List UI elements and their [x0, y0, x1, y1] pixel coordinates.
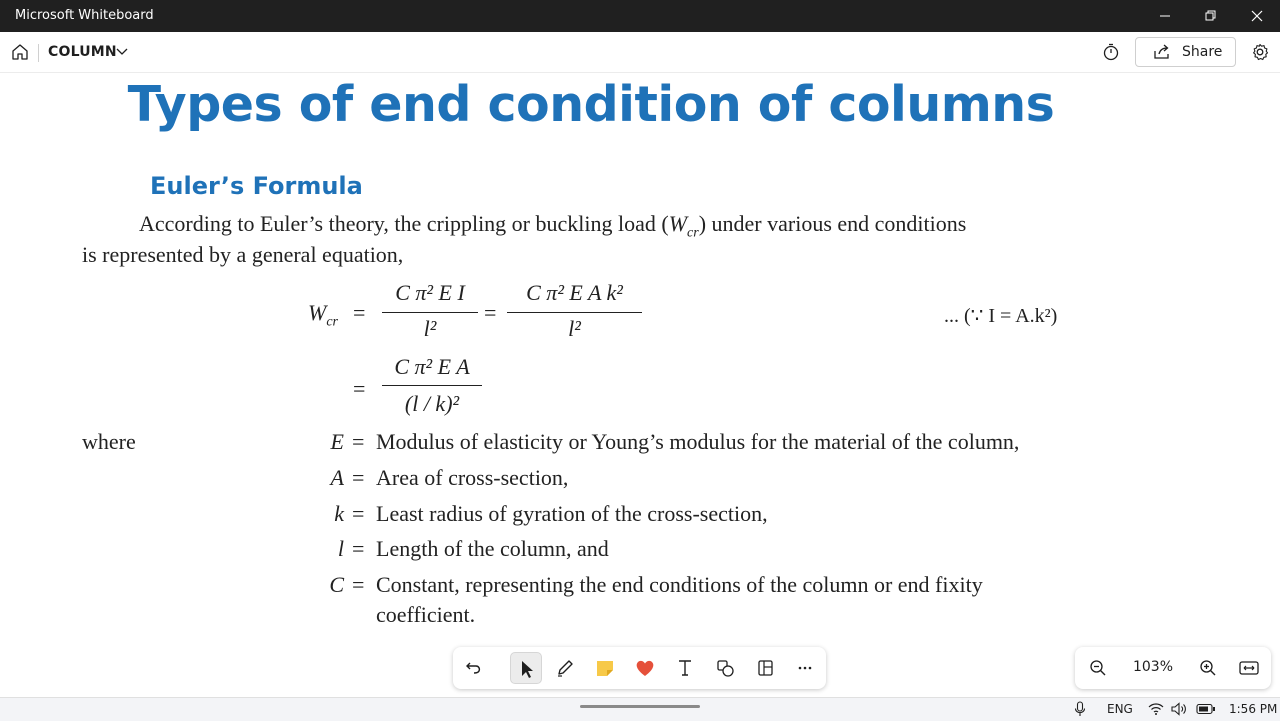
- definition-text: Least radius of gyration of the cross-section,: [376, 501, 768, 526]
- app-title: Microsoft Whiteboard: [15, 8, 154, 23]
- definition-symbol: C: [329, 572, 344, 597]
- shapes-tool-button[interactable]: [709, 652, 741, 684]
- fraction-1-numerator: C π² E I: [395, 280, 465, 305]
- where-label: where: [82, 429, 136, 454]
- more-icon: [789, 652, 821, 684]
- timer-icon[interactable]: [1102, 43, 1120, 61]
- fraction-1-denominator: l²: [423, 316, 437, 341]
- zoom-in-icon[interactable]: [1199, 659, 1217, 677]
- fraction-2-denominator: l²: [568, 316, 581, 341]
- zoom-level[interactable]: 103%: [1132, 659, 1174, 675]
- more-button[interactable]: [789, 652, 821, 684]
- board-name[interactable]: COLUMN: [48, 44, 117, 60]
- pen-tool-button[interactable]: [549, 652, 581, 684]
- whiteboard-canvas[interactable]: [0, 73, 1280, 697]
- minimize-icon: [1159, 10, 1171, 22]
- text-tool-button[interactable]: [669, 652, 701, 684]
- equals-sign-3: =: [353, 376, 366, 401]
- paragraph-line-1: [139, 211, 966, 241]
- text-icon: [669, 652, 701, 684]
- battery-icon[interactable]: [1196, 703, 1216, 715]
- undo-icon: [458, 652, 490, 684]
- definition-text: Modulus of elasticity or Young’s modulus for the material of the column,: [376, 429, 1020, 454]
- definition-equals: =: [352, 429, 365, 454]
- toolbar-divider: [38, 44, 39, 62]
- equation-lhs-sub: cr: [326, 314, 338, 330]
- restore-button[interactable]: [1188, 0, 1234, 32]
- paragraph-symbol-sub: cr: [687, 225, 699, 241]
- inking-toolbar: [453, 647, 826, 689]
- definition-text: Area of cross-section,: [376, 465, 569, 490]
- definition-symbol: l: [337, 536, 344, 561]
- equation-lhs-symbol: W: [308, 300, 327, 325]
- reaction-heart-icon: [629, 652, 661, 684]
- templates-button[interactable]: [749, 652, 781, 684]
- undo-button[interactable]: [458, 652, 490, 684]
- definition-symbol: A: [330, 465, 344, 490]
- definition-equals: =: [352, 536, 365, 561]
- share-button[interactable]: [1135, 37, 1236, 67]
- volume-icon[interactable]: [1171, 702, 1189, 716]
- wifi-icon[interactable]: [1148, 702, 1164, 716]
- fraction-3-denominator: (l / k)²: [404, 391, 460, 416]
- equation-note: ... (∵ I = A.k²): [944, 305, 1058, 327]
- clock-time[interactable]: 1:56 PM: [1229, 702, 1278, 716]
- fraction-2-numerator: C π² E A k²: [526, 280, 623, 305]
- definition-equals: =: [352, 465, 365, 490]
- language-indicator[interactable]: ENG: [1107, 702, 1133, 716]
- zoom-out-icon[interactable]: [1089, 659, 1107, 677]
- paragraph-text-b: ) under various end conditions: [698, 211, 967, 236]
- definition-equals: =: [352, 572, 365, 597]
- zoom-controls: [1075, 647, 1271, 689]
- slide-title: Types of end condition of columns: [127, 76, 1055, 133]
- home-icon[interactable]: [11, 43, 29, 61]
- sticky-note-button[interactable]: [589, 652, 621, 684]
- templates-icon: [749, 652, 781, 684]
- definition-text-continued: coefficient.: [376, 602, 476, 627]
- fraction-2-bar: [507, 312, 642, 313]
- chevron-down-icon[interactable]: [116, 47, 128, 57]
- close-icon: [1251, 10, 1263, 22]
- share-icon: [1153, 44, 1171, 60]
- paragraph-symbol: W: [668, 211, 688, 236]
- equals-sign-1: =: [353, 300, 366, 325]
- fraction-1-bar: [382, 312, 478, 313]
- shapes-icon: [709, 652, 741, 684]
- minimize-button[interactable]: [1142, 0, 1188, 32]
- definition-text: Constant, representing the end conditions of the column or end fixity: [376, 572, 983, 597]
- system-taskbar: [0, 697, 1280, 721]
- share-label: Share: [1182, 44, 1223, 60]
- close-button[interactable]: [1234, 0, 1280, 32]
- settings-gear-icon[interactable]: [1251, 43, 1269, 61]
- definition-equals: =: [352, 501, 365, 526]
- definition-symbol: E: [330, 429, 344, 454]
- paragraph-line-2: is represented by a general equation,: [82, 242, 404, 267]
- definition-symbol: k: [334, 501, 344, 526]
- reactions-button[interactable]: [629, 652, 661, 684]
- slide-subtitle: Euler’s Formula: [150, 172, 363, 200]
- equals-sign-2: =: [484, 300, 497, 325]
- scroll-handle[interactable]: [580, 705, 700, 708]
- microphone-icon[interactable]: [1074, 701, 1086, 717]
- window-titlebar: [0, 0, 1280, 32]
- fit-to-screen-icon[interactable]: [1239, 660, 1259, 676]
- definition-text: Length of the column, and: [376, 536, 609, 561]
- sticky-note-icon: [589, 652, 621, 684]
- pen-icon: [549, 652, 581, 684]
- restore-icon: [1205, 10, 1217, 22]
- fraction-3-numerator: C π² E A: [394, 354, 470, 379]
- paragraph-text-a: According to Euler’s theory, the crippling or buckling load (: [139, 211, 669, 236]
- app-toolbar: [0, 32, 1280, 73]
- equation-lhs: [308, 300, 338, 330]
- select-pointer-icon: [511, 653, 543, 685]
- fraction-3-bar: [382, 385, 482, 386]
- select-tool-button[interactable]: [510, 652, 542, 684]
